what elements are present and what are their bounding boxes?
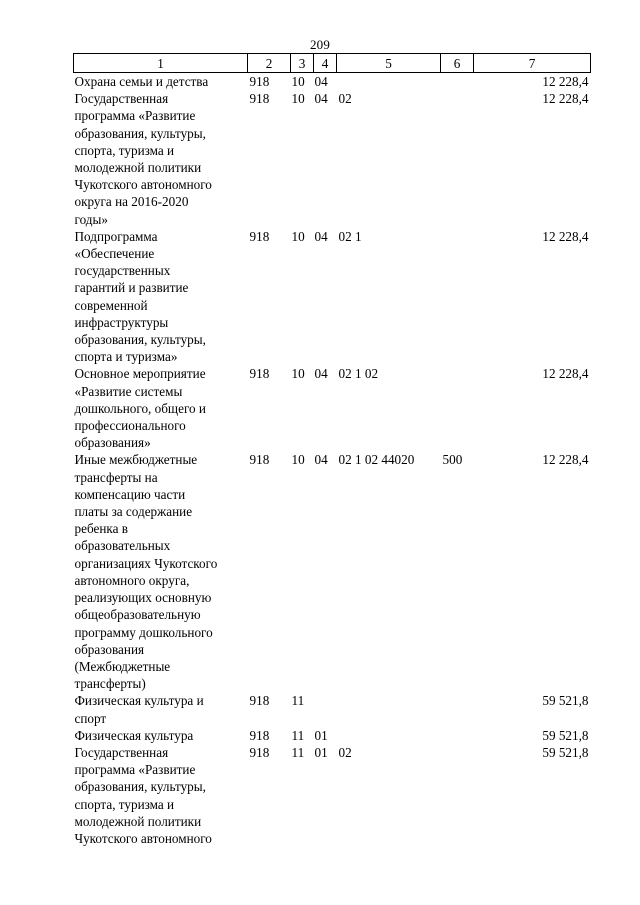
row-name: Иные межбюджетные трансферты на компенсацию части платы за содержание ребенка в образовательных организациях Чукотского автономного округа, реализующих основную общеобразовательную программу дошкольного образования (Межбюджетные трансферты) xyxy=(74,452,218,692)
row-target-code xyxy=(337,727,441,744)
row-name: Физическая культура xyxy=(74,727,194,743)
budget-table xyxy=(73,53,591,847)
header-col-3: 3 xyxy=(291,54,314,73)
row-amount: 12 228,4 xyxy=(542,91,589,107)
table-row xyxy=(74,692,591,726)
row-expense-type-code xyxy=(441,744,474,847)
row-section-code: 10 xyxy=(291,74,305,89)
row-subsection-code: 04 xyxy=(314,366,328,382)
header-col-1: 1 xyxy=(74,54,248,73)
row-name: Основное мероприятие «Развитие системы дошкольного, общего и профессионального образования» xyxy=(74,366,206,451)
row-target-code xyxy=(337,692,441,726)
row-target-code xyxy=(337,73,441,91)
table-header xyxy=(74,54,591,73)
row-amount: 12 228,4 xyxy=(542,74,589,89)
row-name: Государственная программа «Развитие образования, культуры, спорта, туризма и молодежной политики Чукотского автономного округа на 2016-2020 годы» xyxy=(74,91,212,227)
row-subsection-code: 01 xyxy=(314,744,328,760)
row-subsection-code: 04 xyxy=(314,91,328,107)
header-row xyxy=(74,54,591,73)
table-row xyxy=(74,228,591,366)
row-name: Физическая культура и спорт xyxy=(74,693,204,726)
table-row xyxy=(74,365,591,451)
row-ministry-code: 918 xyxy=(249,744,270,760)
page-number: 209 xyxy=(309,37,331,52)
table-row xyxy=(74,451,591,692)
row-subsection-code: 04 xyxy=(314,74,328,89)
row-subsection-code: 01 xyxy=(314,727,328,743)
row-ministry-code: 918 xyxy=(249,74,270,89)
row-section-code: 11 xyxy=(291,744,305,760)
row-expense-type-code xyxy=(441,365,474,451)
header-col-5: 5 xyxy=(337,54,441,73)
header-col-2: 2 xyxy=(248,54,291,73)
table-row xyxy=(74,727,591,744)
row-section-code: 10 xyxy=(291,228,305,244)
row-amount: 59 521,8 xyxy=(542,744,589,760)
table-row xyxy=(74,73,591,91)
row-amount: 12 228,4 xyxy=(542,228,589,244)
row-expense-type-code xyxy=(441,692,474,726)
header-col-7: 7 xyxy=(474,54,591,73)
row-target-code: 02 1 xyxy=(338,228,362,244)
row-target-code: 02 1 02 xyxy=(338,366,379,382)
row-ministry-code: 918 xyxy=(249,91,270,107)
row-ministry-code: 918 xyxy=(249,228,270,244)
row-section-code: 11 xyxy=(291,727,305,743)
row-expense-type-code xyxy=(441,73,474,91)
table-body xyxy=(74,73,591,848)
row-ministry-code: 918 xyxy=(249,366,270,382)
table-row xyxy=(74,744,591,847)
row-expense-type-code xyxy=(441,90,474,228)
row-amount: 59 521,8 xyxy=(542,727,589,743)
row-amount: 12 228,4 xyxy=(542,452,589,468)
row-ministry-code: 918 xyxy=(249,727,270,743)
row-section-code: 11 xyxy=(291,693,305,709)
row-target-code: 02 xyxy=(338,744,352,760)
row-subsection-code xyxy=(314,692,337,726)
row-name: Государственная программа «Развитие образования, культуры, спорта, туризма и молодежной политики Чукотского автономного xyxy=(74,744,212,846)
row-expense-type-code: 500 xyxy=(442,452,463,468)
row-amount: 59 521,8 xyxy=(542,693,589,709)
row-section-code: 10 xyxy=(291,452,305,468)
row-expense-type-code xyxy=(441,727,474,744)
row-subsection-code: 04 xyxy=(314,228,328,244)
row-amount: 12 228,4 xyxy=(542,366,589,382)
row-subsection-code: 04 xyxy=(314,452,328,468)
row-ministry-code: 918 xyxy=(249,452,270,468)
row-target-code: 02 xyxy=(338,91,352,107)
row-expense-type-code xyxy=(441,228,474,366)
row-name: Подпрограмма «Обеспечение государственных гарантий и развитие современной инфраструктуры образования, культуры, спорта и туризма» xyxy=(74,228,206,365)
row-section-code: 10 xyxy=(291,366,305,382)
header-col-6: 6 xyxy=(441,54,474,73)
row-target-code: 02 1 02 44020 xyxy=(338,452,415,468)
table-row xyxy=(74,90,591,228)
row-section-code: 10 xyxy=(291,91,305,107)
row-name: Охрана семьи и детства xyxy=(74,74,209,89)
header-col-4: 4 xyxy=(314,54,337,73)
row-ministry-code: 918 xyxy=(249,693,270,709)
